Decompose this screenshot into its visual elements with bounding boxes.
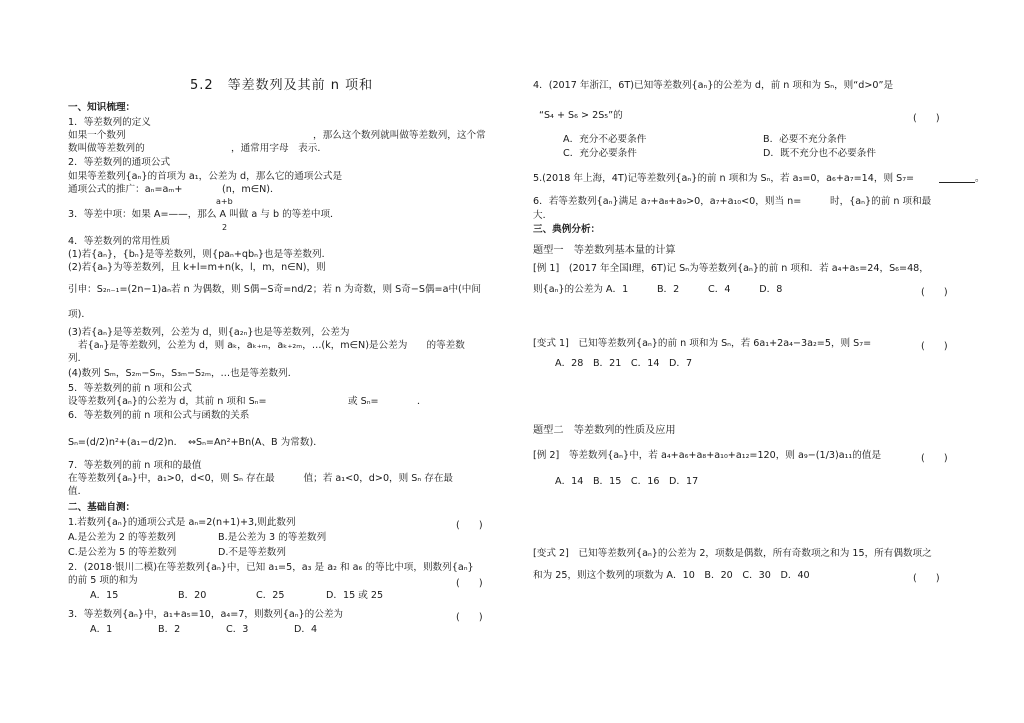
example-1: [例 1] (2017 年全国Ⅰ理，6T)记 Sₙ为等差数列{aₙ}的前 n 项和．若 a₄+a₅=24，S₆=48， <box>533 263 929 274</box>
answer-paren-q4[interactable]: ( ) <box>913 113 940 124</box>
selftest-question-2b: 的前 5 项的和为 <box>68 575 138 586</box>
answer-paren-q1[interactable]: ( ) <box>456 520 483 531</box>
answer-paren-example-1[interactable]: ( ) <box>921 287 948 298</box>
knowledge-7-title: 7．等差数列的前 n 项和的最值 <box>68 460 202 471</box>
knowledge-4-item-4: (4)数列 Sₘ，S₂ₘ−Sₘ，S₃ₘ−S₂ₘ，…也是等差数列． <box>68 368 298 379</box>
q2-option-a[interactable]: A．15 <box>90 590 119 601</box>
knowledge-4-item-3: (3)若{aₙ}是等差数列，公差为 d，则{a₂ₙ}也是等差数列，公差为 <box>68 327 350 338</box>
knowledge-2-title: 2．等差数列的通项公式 <box>68 157 171 168</box>
knowledge-4-extension: 引申：S₂ₙ₋₁=(2n−1)aₙ若 n 为偶数，则 S偶−S奇=nd/2；若 n 为奇数，则 S奇−S偶=a中(中间 <box>68 284 481 295</box>
knowledge-3-denominator: 2 <box>222 223 228 232</box>
q4-option-c[interactable]: C．充分必要条件 <box>563 148 637 159</box>
page-title: 5.2 等差数列及其前 n 项和 <box>190 78 374 93</box>
knowledge-2-line-a: 如果等差数列{aₙ}的首项为 a₁，公差为 d，那么它的通项公式是 <box>68 171 343 182</box>
knowledge-1-line-c: 数叫做等差数列的 <box>68 143 145 154</box>
q3-option-d[interactable]: D．4 <box>294 624 318 635</box>
knowledge-4-item-3c: 列． <box>68 353 88 364</box>
q1-option-b[interactable]: B.是公差为 3 的等差数列 <box>218 532 327 543</box>
q3-option-b[interactable]: B．2 <box>158 624 181 635</box>
knowledge-1-line-d: ，通常用字母 表示． <box>231 143 327 154</box>
knowledge-1-line-a: 如果一个数列 <box>68 130 126 141</box>
knowledge-3-numerator: a+b <box>216 197 233 206</box>
answer-paren-variant-1[interactable]: ( ) <box>921 341 948 352</box>
section-heading-examples: 三、典例分析： <box>533 224 601 235</box>
q1-option-c[interactable]: C.是公差为 5 的等差数列 <box>68 547 177 558</box>
section-heading-knowledge: 一、知识梳理： <box>68 102 136 113</box>
knowledge-4-item-3b: 若{aₙ}是等差数列，公差为 d，则 aₖ，aₖ₊ₘ，aₖ₊₂ₘ，…(k，m∈N)是公差为 的等差数 <box>78 340 465 351</box>
example-1b: 则{aₙ}的公差为 A．1 B．2 C．4 D．8 <box>533 284 783 295</box>
q4-option-b[interactable]: B．必要不充分条件 <box>763 134 847 145</box>
q4-option-d[interactable]: D．既不充分也不必要条件 <box>763 148 876 159</box>
q3-option-a[interactable]: A．1 <box>90 624 113 635</box>
knowledge-6-formula: Sₙ=(d/2)n²+(a₁−d/2)n． ⇔Sₙ=An²+Bn(A、B 为常数)． <box>68 437 323 448</box>
topic-1-title: 题型一 等差数列基本量的计算 <box>533 245 676 256</box>
selftest-question-4b: “S₄ + S₆ > 2S₅”的 <box>539 110 623 121</box>
answer-paren-q3[interactable]: ( ) <box>456 612 483 623</box>
answer-paren-q2[interactable]: ( ) <box>456 578 483 589</box>
knowledge-4-item-1: (1)若{aₙ}，{bₙ}是等差数列，则{paₙ+qbₙ}也是等差数列． <box>68 249 332 260</box>
topic-2-title: 题型二 等差数列的性质及应用 <box>533 425 676 436</box>
q5-answer-blank[interactable] <box>939 173 985 185</box>
q2-option-c[interactable]: C．25 <box>256 590 285 601</box>
knowledge-2-line-c: (n，m∈N)． <box>222 184 280 195</box>
knowledge-4-extension-end: 项)． <box>68 309 91 320</box>
knowledge-1-line-b: ，那么这个数列就叫做等差数列，这个常 <box>313 130 486 141</box>
q2-option-d[interactable]: D．15 或 25 <box>326 590 384 601</box>
knowledge-1-title: 1．等差数列的定义 <box>68 117 151 128</box>
variant-1: [变式 1] 已知等差数列{aₙ}的前 n 项和为 Sₙ，若 6a₁+2a₄−3a₂=5，则 S₇= <box>533 338 872 349</box>
knowledge-6-title: 6．等差数列的前 n 项和公式与函数的关系 <box>68 410 250 421</box>
variant-2: [变式 2] 已知等差数列{aₙ}的公差为 2，项数是偶数，所有奇数项之和为 15，所有偶数项之 <box>533 548 932 559</box>
selftest-question-2: 2．(2018·银川二模)在等差数列{aₙ}中，已知 a₁=5，a₃ 是 a₂ 和 a₆ 的等比中项，则数列{aₙ} <box>68 562 474 573</box>
knowledge-4-item-2: (2)若{aₙ}为等差数列，且 k+l=m+n(k，l，m，n∈N)，则 <box>68 262 326 273</box>
knowledge-4-title: 4．等差数列的常用性质 <box>68 236 171 247</box>
q4-option-a[interactable]: A．充分不必要条件 <box>563 134 647 145</box>
q2-option-b[interactable]: B．20 <box>178 590 207 601</box>
knowledge-2-line-b: 通项公式的推广：aₙ=aₘ+ <box>68 184 183 195</box>
selftest-question-5: 5.(2018 年上海，4T)记等差数列{aₙ}的前 n 项和为 Sₙ，若 a₃=0，a₆+a₇=14，则 S₇= <box>533 173 915 184</box>
selftest-question-4: 4．(2017 年浙江，6T)已知等差数列{aₙ}的公差为 d，前 n 项和为 Sₙ，则“d>0”是 <box>533 80 894 91</box>
answer-paren-example-2[interactable]: ( ) <box>921 453 948 464</box>
example-2-options[interactable]: A．14 B．15 C．16 D．17 <box>555 476 699 487</box>
knowledge-5-line-a: 设等差数列{aₙ}的公差为 d，其前 n 项和 Sₙ= <box>68 396 267 407</box>
example-2: [例 2] 等差数列{aₙ}中，若 a₄+a₆+a₈+a₁₀+a₁₂=120，则 a₉−(1/3)a₁₁的值是 <box>533 450 882 461</box>
section-heading-selftest: 二、基础自测： <box>68 502 136 513</box>
variant-2b: 和为 25，则这个数列的项数为 A．10 B．20 C．30 D．40 <box>533 570 810 581</box>
q5-end-mark: 。 <box>975 173 985 184</box>
selftest-question-6: 6．若等差数列{aₙ}满足 a₇+a₈+a₉>0，a₇+a₁₀<0，则当 n= 时，{aₙ}的前 n 项和最 <box>533 196 932 207</box>
variant-1-options[interactable]: A．28 B．21 C．14 D．7 <box>555 358 693 369</box>
selftest-question-3: 3．等差数列{aₙ}中，a₁+a₅=10，a₄=7，则数列{aₙ}的公差为 <box>68 609 344 620</box>
answer-paren-variant-2[interactable]: ( ) <box>913 573 940 584</box>
knowledge-7-line-a: 在等差数列{aₙ}中，a₁>0，d<0，则 Sₙ 存在最 值；若 a₁<0，d>0，则 Sₙ 存在最 <box>68 473 454 484</box>
selftest-question-6b: 大． <box>533 210 553 221</box>
q3-option-c[interactable]: C．3 <box>226 624 249 635</box>
q1-option-d[interactable]: D.不是等差数列 <box>218 547 286 558</box>
knowledge-7-line-b: 值． <box>68 486 88 497</box>
selftest-question-1: 1.若数列{aₙ}的通项公式是 aₙ=2(n+1)+3,则此数列 <box>68 517 296 528</box>
knowledge-5-title: 5．等差数列的前 n 项和公式 <box>68 383 192 394</box>
q1-option-a[interactable]: A.是公差为 2 的等差数列 <box>68 532 176 543</box>
knowledge-5-line-b: 或 Sₙ= ． <box>348 396 427 407</box>
knowledge-3-line: 3．等差中项：如果 A=——，那么 A 叫做 a 与 b 的等差中项． <box>68 209 340 220</box>
